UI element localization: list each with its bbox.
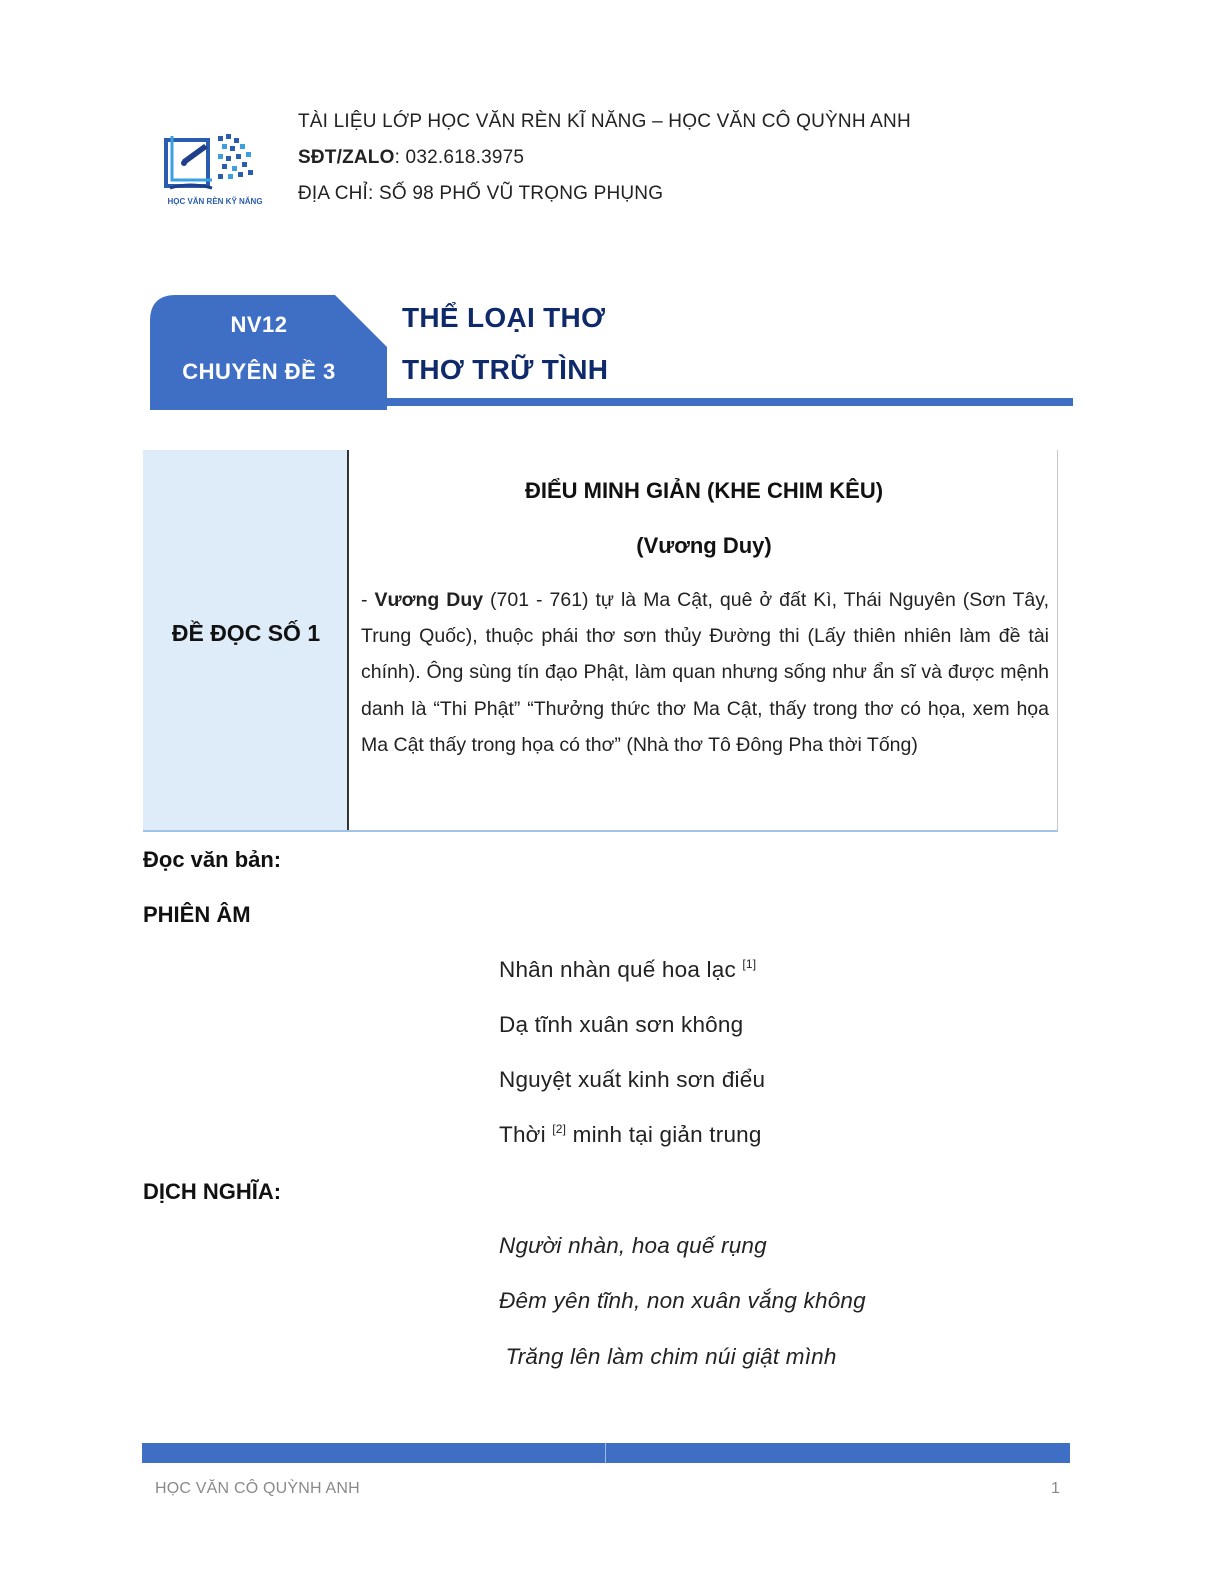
page-number: 1 bbox=[1051, 1480, 1060, 1497]
poem-title: ĐIỂU MINH GIẢN (KHE CHIM KÊU) bbox=[524, 478, 884, 503]
book-icon bbox=[166, 136, 212, 188]
banner-code: NV12 bbox=[230, 312, 288, 337]
footer-brand: HỌC VĂN CÔ QUỲNH ANH bbox=[155, 1480, 360, 1497]
verse-text: Thời bbox=[499, 1122, 553, 1147]
author-bio bbox=[361, 582, 1049, 763]
verse-text: Nhân nhàn quế hoa lạc bbox=[499, 957, 743, 982]
phien-am-line-3 bbox=[499, 1067, 765, 1093]
reading-heading: Đọc văn bản: bbox=[143, 847, 282, 872]
verse-text: Nguyệt xuất kinh sơn điểu bbox=[499, 1067, 766, 1092]
bio-author-name: Vương Duy bbox=[374, 589, 484, 611]
reading-number-label: ĐỀ ĐỌC SỐ 1 bbox=[171, 620, 321, 646]
logo-caption: HỌC VĂN RÈN KỸ NĂNG bbox=[167, 197, 263, 206]
bio-prefix: - bbox=[361, 589, 375, 611]
phien-am-line-2 bbox=[499, 1012, 743, 1038]
pixel-icon bbox=[218, 134, 253, 179]
header-phone bbox=[298, 144, 911, 180]
banner-underline bbox=[387, 398, 1073, 406]
logo bbox=[160, 128, 270, 208]
bio-text: (701 - 761) tự là Ma Cật, quê ở đất Kì, Thái Nguyên (Sơn Tây, Trung Quốc), thuộc phái thơ sơn thủy Đường thi (Lấy thiên nhiên làm đề tài chính). Ông sùng tín đạo Phật, làm quan nhưng sống như ẩn sĩ và được mệnh danh là “Thi Phật” “Thưởng thức thơ Ma Cật, thấy trong thơ có họa, xem họa Ma Cật thấy trong họa có thơ” (Nhà thơ Tô Đông Pha thời Tống) bbox=[361, 589, 1049, 756]
dich-nghia-line-2: Đêm yên tĩnh, non xuân vắng không bbox=[499, 1288, 866, 1313]
verse-text: Dạ tĩnh xuân sơn không bbox=[499, 1012, 744, 1037]
phien-am-line-1 bbox=[499, 957, 756, 983]
footer-bar bbox=[142, 1443, 1070, 1463]
header-title: TÀI LIỆU LỚP HỌC VĂN RÈN KĨ NĂNG – HỌC VĂN CÔ QUỲNH ANH bbox=[298, 111, 911, 132]
footnote-ref[interactable]: [2] bbox=[552, 1122, 567, 1136]
header-address: ĐỊA CHỈ: SỐ 98 PHỐ VŨ TRỌNG PHỤNG bbox=[298, 183, 664, 204]
phone-value: : 032.618.3975 bbox=[394, 147, 525, 168]
verse-text-continued: minh tại giản trung bbox=[566, 1122, 762, 1147]
footnote-ref[interactable]: [1] bbox=[742, 957, 757, 971]
banner-title-genre: THỂ LOẠI THƠ bbox=[402, 302, 606, 333]
phien-am-line-4 bbox=[499, 1122, 762, 1148]
banner-title-subgenre: THƠ TRỮ TÌNH bbox=[402, 354, 609, 385]
phone-label: SĐT/ZALO bbox=[298, 147, 395, 168]
phien-am-heading: PHIÊN ÂM bbox=[143, 902, 251, 927]
banner-topic: CHUYÊN ĐỀ 3 bbox=[182, 359, 336, 384]
poem-author: (Vương Duy) bbox=[636, 533, 772, 558]
header-info bbox=[298, 108, 911, 216]
dich-nghia-heading: DỊCH NGHĨA: bbox=[143, 1179, 282, 1204]
dich-nghia-line-3: Trăng lên làm chim núi giật mình bbox=[499, 1344, 837, 1369]
dich-nghia-line-1: Người nhàn, hoa quế rụng bbox=[499, 1233, 767, 1258]
